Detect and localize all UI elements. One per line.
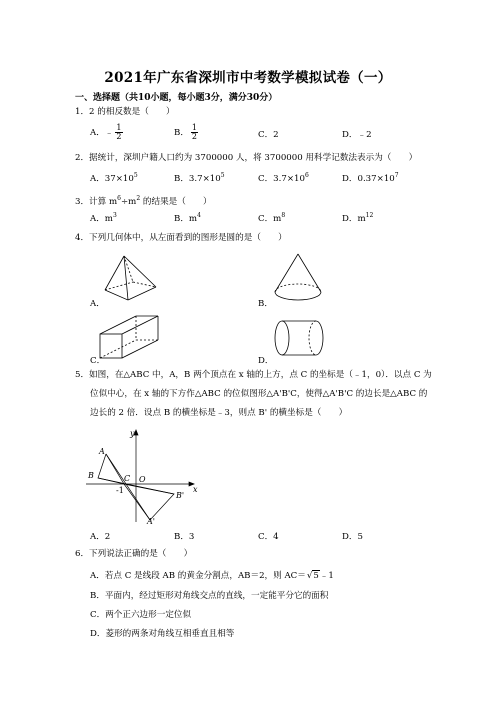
- q6-option-c: C．两个正六边形一定位似: [90, 610, 192, 620]
- point-b-label: B: [88, 471, 94, 480]
- q6-stem: 6．下列说法正确的是（ ）: [75, 549, 193, 559]
- tick-neg1-label: -1: [116, 486, 124, 495]
- point-c-label: C: [124, 474, 131, 483]
- q3-option-d: D．$m^{12}$: [342, 212, 374, 224]
- page-title: 2021年广东省深圳市中考数学模拟试卷（一）: [104, 70, 392, 86]
- q2-option-b: B．$3.7\times 10^5$: [174, 172, 225, 184]
- q1-stem: 1．2 的相反数是（ ）: [75, 107, 175, 117]
- q1-option-b: B． $\frac{1}{2}$: [174, 123, 198, 141]
- origin-label: O: [139, 475, 146, 484]
- q1-option-d: D．﹣2: [342, 130, 372, 140]
- q4-option-a: A．: [90, 299, 105, 309]
- q5-option-b: B．3: [174, 532, 195, 542]
- q4-stem: 4．下列几何体中，从左面看到的图形是圆的是（ ）: [75, 233, 287, 243]
- q6-option-d: D．菱形的两条对角线互相垂直且相等: [90, 629, 235, 639]
- q3-option-c: C．$m^8$: [258, 212, 286, 224]
- q4-option-d: D．: [258, 356, 274, 366]
- point-b-prime-label: B': [176, 491, 185, 500]
- x-axis-label: x: [193, 485, 198, 494]
- cone-figure: [272, 252, 328, 304]
- q4-option-c: C．: [90, 356, 106, 366]
- q2-stem: 2．据统计，深圳户籍人口约为 3700000 人，将 3700000 用科学记数法表示为（ ）: [75, 153, 418, 163]
- q5-line1: 5．如图，在△ABC 中，A，B 两个顶点在 x 轴的上方，点 C 的坐标是（﹣1，0）．以点 C 为: [75, 370, 432, 380]
- q1-option-c: C．2: [258, 130, 279, 140]
- q3-stem: 3．计算 $m^6\div m^2$ 的结果是（ ）: [75, 195, 212, 207]
- y-axis-label: y: [130, 429, 135, 438]
- q5-option-c: C．4: [258, 532, 279, 542]
- q5-line3: 边长的 2 倍．设点 B 的横坐标是﹣3，则点 B' 的横坐标是（ ）: [90, 408, 348, 418]
- q5-coordinate-figure: [82, 426, 200, 526]
- q6-option-b: B．平面内，经过矩形对角线交点的直线，一定能平分它的面积: [90, 591, 329, 601]
- q3-option-a: A．$m^3$: [90, 212, 117, 224]
- q3-option-b: B．$m^4$: [174, 212, 201, 224]
- cylinder-figure: [272, 318, 328, 362]
- q2-option-a: A．$37\times 10^5$: [90, 172, 138, 184]
- q6-option-a: A．若点 C 是线段 AB 的黄金分割点，AB＝2，则 AC＝√5﹣1: [90, 571, 334, 581]
- q4-option-b: B．: [258, 299, 273, 309]
- q5-option-d: D．5: [342, 532, 363, 542]
- q2-option-d: D．$0.37\times 10^7$: [342, 172, 399, 184]
- point-a-label: A: [99, 447, 105, 456]
- cuboid-figure: [96, 314, 162, 362]
- sqrt-sign: √: [306, 571, 313, 581]
- section-heading: 一、选择题（共10小题，每小题3分，满分30分）: [75, 93, 278, 103]
- q5-option-a: A．2: [90, 532, 111, 542]
- point-a-prime-label: A': [147, 517, 155, 526]
- pyramid-figure: [100, 254, 170, 304]
- q5-line2: 位似中心，在 x 轴的下方作△ABC 的位似图形△A'B'C，使得△A'B'C 的边长是△ABC 的: [90, 389, 428, 399]
- q1-option-a: A．﹣ $\frac{1}{2}$: [90, 123, 122, 141]
- q2-option-c: C．$3.7\times 10^6$: [258, 172, 309, 184]
